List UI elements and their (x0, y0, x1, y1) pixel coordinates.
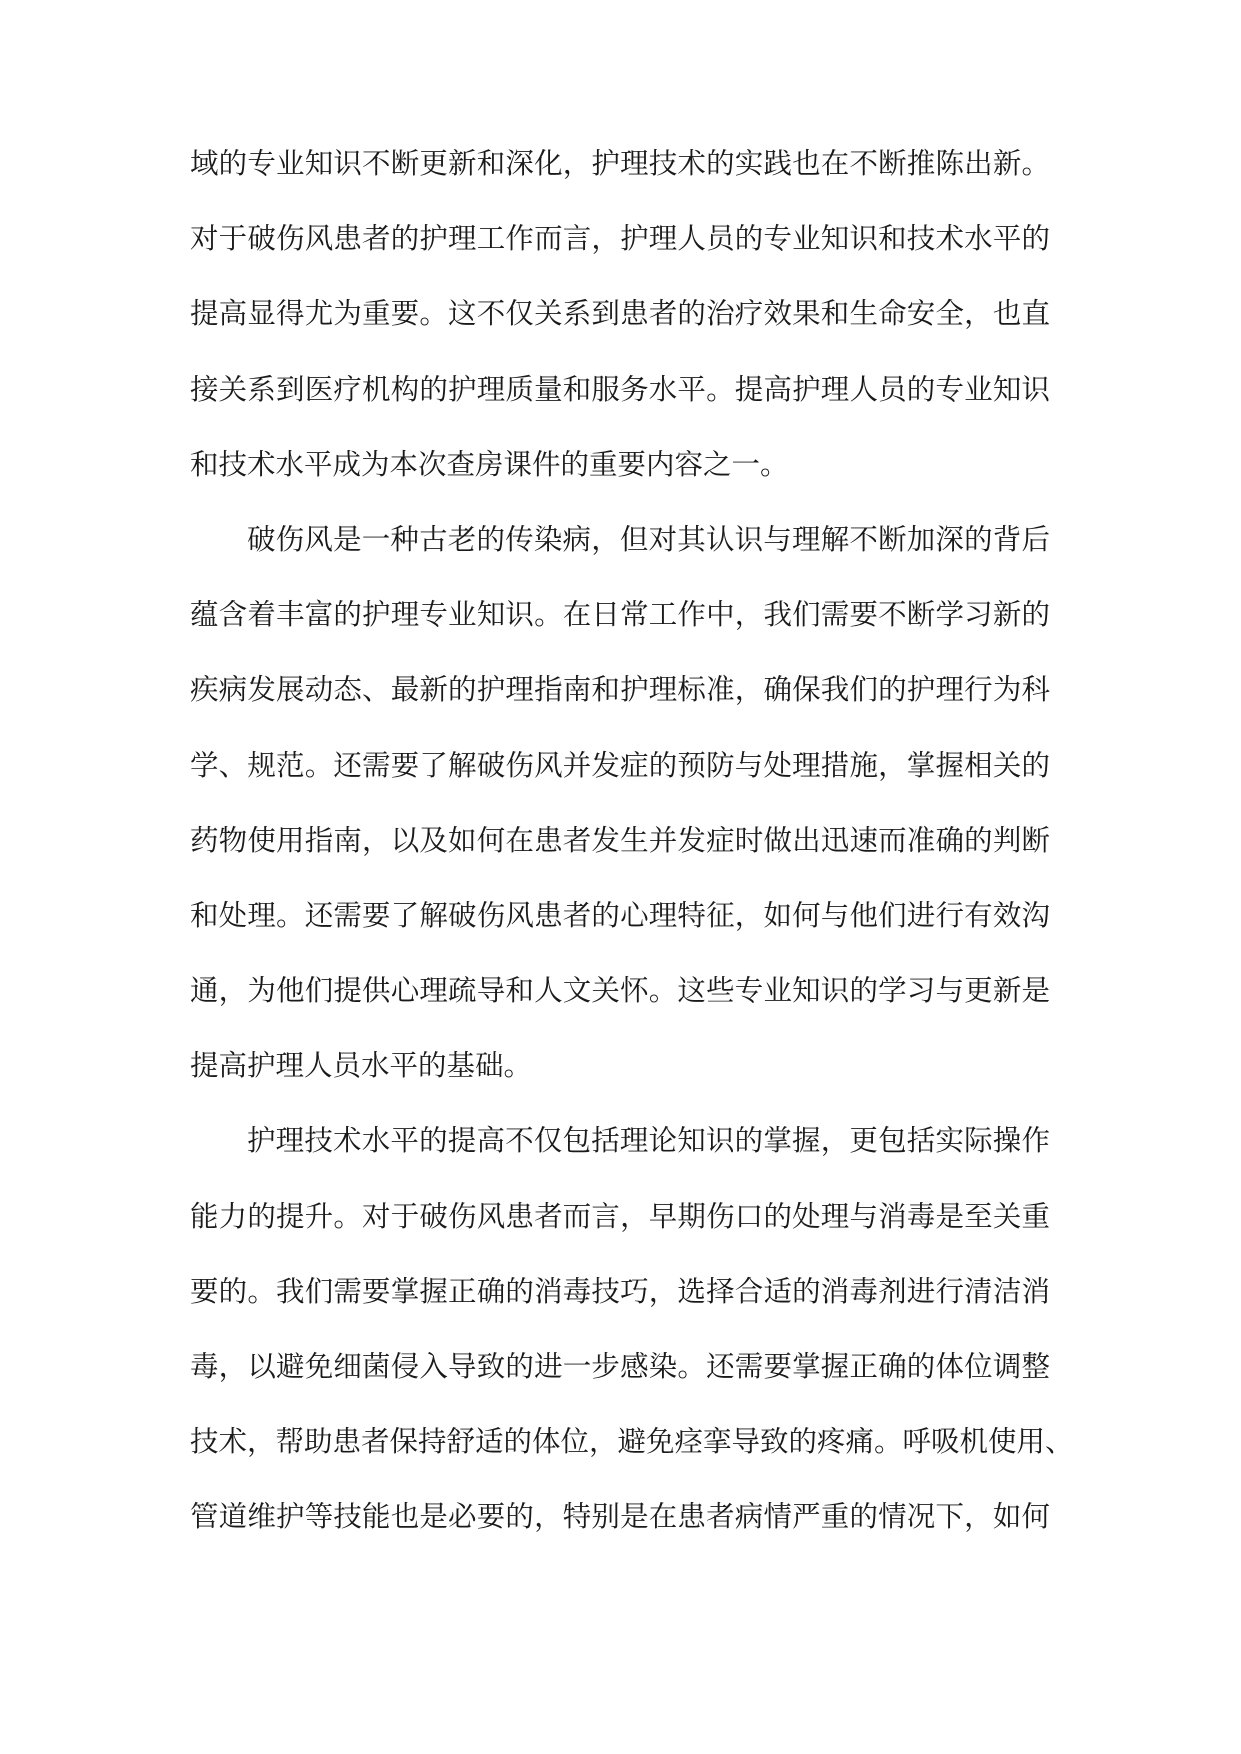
paragraph-1-line-3: 提高显得尤为重要。这不仅关系到患者的治疗效果和生命安全，也直 (190, 297, 1050, 331)
paragraph-1-line-1: 域的专业知识不断更新和深化，护理技术的实践也在不断推陈出新。 (190, 147, 1050, 180)
paragraph-3-line-3: 要的。我们需要掌握正确的消毒技巧，选择合适的消毒剂进行清洁消 (190, 1274, 1050, 1308)
paragraph-2-line-2: 蕴含着丰富的护理专业知识。在日常工作中，我们需要不断学习新的 (190, 598, 1050, 632)
paragraph-2-line-8: 提高护理人员水平的基础。 (190, 1049, 533, 1083)
paragraph-1-line-4: 接关系到医疗机构的护理质量和服务水平。提高护理人员的专业知识 (190, 372, 1050, 406)
paragraph-3-line-5: 技术，帮助患者保持舒适的体位，避免痉挛导致的疼痛。呼吸机使用、 (190, 1425, 1074, 1459)
paragraph-3-line-4: 毒，以避免细菌侵入导致的进一步感染。还需要掌握正确的体位调整 (190, 1350, 1050, 1383)
paragraph-2-line-5: 药物使用指南，以及如何在患者发生并发症时做出迅速而准确的判断 (190, 823, 1050, 857)
paragraph-2-line-6: 和处理。还需要了解破伤风患者的心理特征，如何与他们进行有效沟 (190, 898, 1050, 932)
paragraph-1-line-2: 对于破伤风患者的护理工作而言，护理人员的专业知识和技术水平的 (190, 222, 1050, 256)
paragraph-1-line-5: 和技术水平成为本次查房课件的重要内容之一。 (190, 447, 789, 481)
paragraph-2-line-1: 破伤风是一种古老的传染病，但对其认识与理解不断加深的背后 (247, 522, 1050, 556)
body-text (190, 145, 1074, 1574)
paragraph-3-line-2: 能力的提升。对于破伤风患者而言，早期伤口的处理与消毒是至关重 (190, 1199, 1050, 1233)
paragraph-2-line-7: 通，为他们提供心理疏导和人文关怀。这些专业知识的学习与更新是 (190, 974, 1050, 1008)
paragraph-3-line-6: 管道维护等技能也是必要的，特别是在患者病情严重的情况下，如何 (190, 1500, 1050, 1534)
paragraph-2-line-4: 学、规范。还需要了解破伤风并发症的预防与处理措施，掌握相关的 (190, 748, 1050, 782)
paragraph-2-line-3: 疾病发展动态、最新的护理指南和护理标准，确保我们的护理行为科 (190, 673, 1050, 707)
paragraph-3-line-1: 护理技术水平的提高不仅包括理论知识的掌握，更包括实际操作 (247, 1124, 1050, 1158)
